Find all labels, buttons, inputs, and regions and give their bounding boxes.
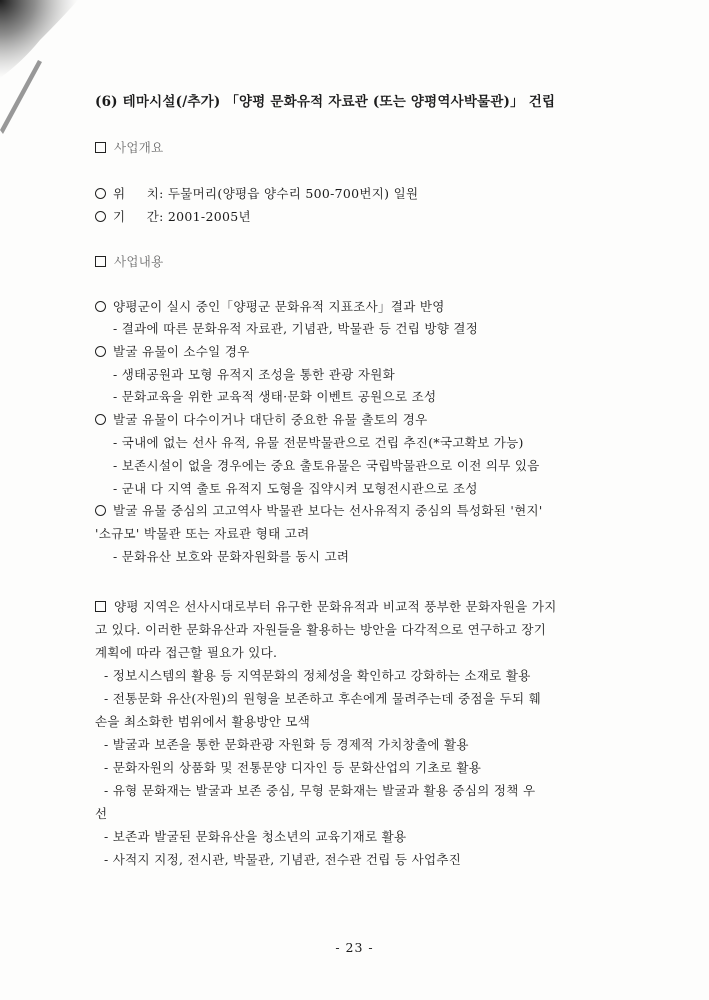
content-line: - 국내에 없는 선사 유적, 유물 전문박물관으로 건립 추진(*국고확보 가능) (113, 435, 524, 450)
policy-line: 계획에 따라 접근할 필요가 있다. (95, 645, 278, 660)
content-line: 발굴 유물이 다수이거나 대단히 중요한 유물 출토의 경우 (95, 412, 428, 428)
policy-line: 선 (95, 806, 108, 821)
policy-line: - 보존과 발굴된 문화유산을 청소년의 교육기재로 활용 (104, 829, 407, 844)
policy-line: - 전통문화 유산(자원)의 원형을 보존하고 후손에게 물려주는데 중점을 두되 훼 (104, 691, 541, 706)
checkbox-square-icon (95, 142, 106, 153)
scan-smudge (0, 0, 120, 140)
circle-bullet-icon (95, 188, 106, 199)
location-label: 위 치 (113, 186, 160, 201)
content-line: - 생태공원과 모형 유적지 조성을 통한 관광 자원화 (113, 367, 395, 382)
circle-bullet-icon (95, 346, 106, 357)
circle-bullet-icon (95, 414, 106, 425)
content-line: '소규모' 박물관 또는 자료관 형태 고려 (95, 526, 310, 541)
period-value: : 2001-2005년 (159, 209, 251, 224)
overview-heading: 사업개요 (95, 140, 164, 156)
policy-line: 고 있다. 이러한 문화유산과 자원들을 활용하는 방안을 다각적으로 연구하고 장기 (95, 622, 547, 637)
period-row (95, 209, 251, 225)
location-value: : 두물머리(양평읍 양수리 500-700번지) 일원 (159, 186, 419, 201)
location-row (95, 186, 418, 202)
policy-line: 양평 지역은 선사시대로부터 유구한 문화유적과 비교적 풍부한 문화자원을 가지 (95, 599, 557, 615)
content-line: - 보존시설이 없을 경우에는 중요 출토유물은 국립박물관으로 이전 의무 있음 (113, 458, 540, 473)
content-line: 발굴 유물이 소수일 경우 (95, 344, 250, 360)
content-line: - 결과에 따른 문화유적 자료관, 기념관, 박물관 등 건립 방향 결정 (113, 321, 479, 336)
policy-line: - 문화자원의 상품화 및 전통문양 디자인 등 문화산업의 기초로 활용 (104, 760, 482, 775)
circle-bullet-icon (95, 211, 106, 222)
content-line: - 군내 다 지역 출토 유적지 도형을 집약시켜 모형전시관으로 조성 (113, 481, 478, 496)
policy-line: - 정보시스템의 활용 등 지역문화의 정체성을 확인하고 강화하는 소재로 활용 (104, 668, 531, 683)
contents-heading: 사업내용 (95, 254, 164, 270)
content-line: - 문화교육을 위한 교육적 생태·문화 이벤트 공원으로 조성 (113, 389, 437, 404)
circle-bullet-icon (95, 505, 106, 516)
checkbox-square-icon (95, 256, 106, 267)
policy-line: - 발굴과 보존을 통한 문화관광 자원화 등 경제적 가치창출에 활용 (104, 737, 469, 752)
content-line: 발굴 유물 중심의 고고역사 박물관 보다는 선사유적지 중심의 특성화된 '현지' (95, 503, 543, 519)
content-line: - 문화유산 보호와 문화자원화를 동시 고려 (113, 549, 350, 564)
period-label: 기 간 (113, 209, 160, 224)
policy-line: 손을 최소화한 범위에서 활용방안 모색 (95, 714, 311, 729)
policy-line: - 유형 문화재는 발굴과 보존 중심, 무형 문화재는 발굴과 활용 중심의 정책 우 (104, 783, 536, 798)
circle-bullet-icon (95, 301, 106, 312)
page-number: - 23 - (335, 940, 374, 955)
content-line: 양평군이 실시 중인「양평군 문화유적 지표조사」결과 반영 (95, 299, 445, 315)
section-title: (6) 테마시설(/추가) 「양평 문화유적 자료관 (또는 양평역사박물관)」 건립 (95, 94, 556, 110)
checkbox-square-icon (95, 601, 106, 612)
policy-line: - 사적지 지정, 전시관, 박물관, 기념관, 전수관 건립 등 사업추진 (104, 852, 462, 867)
